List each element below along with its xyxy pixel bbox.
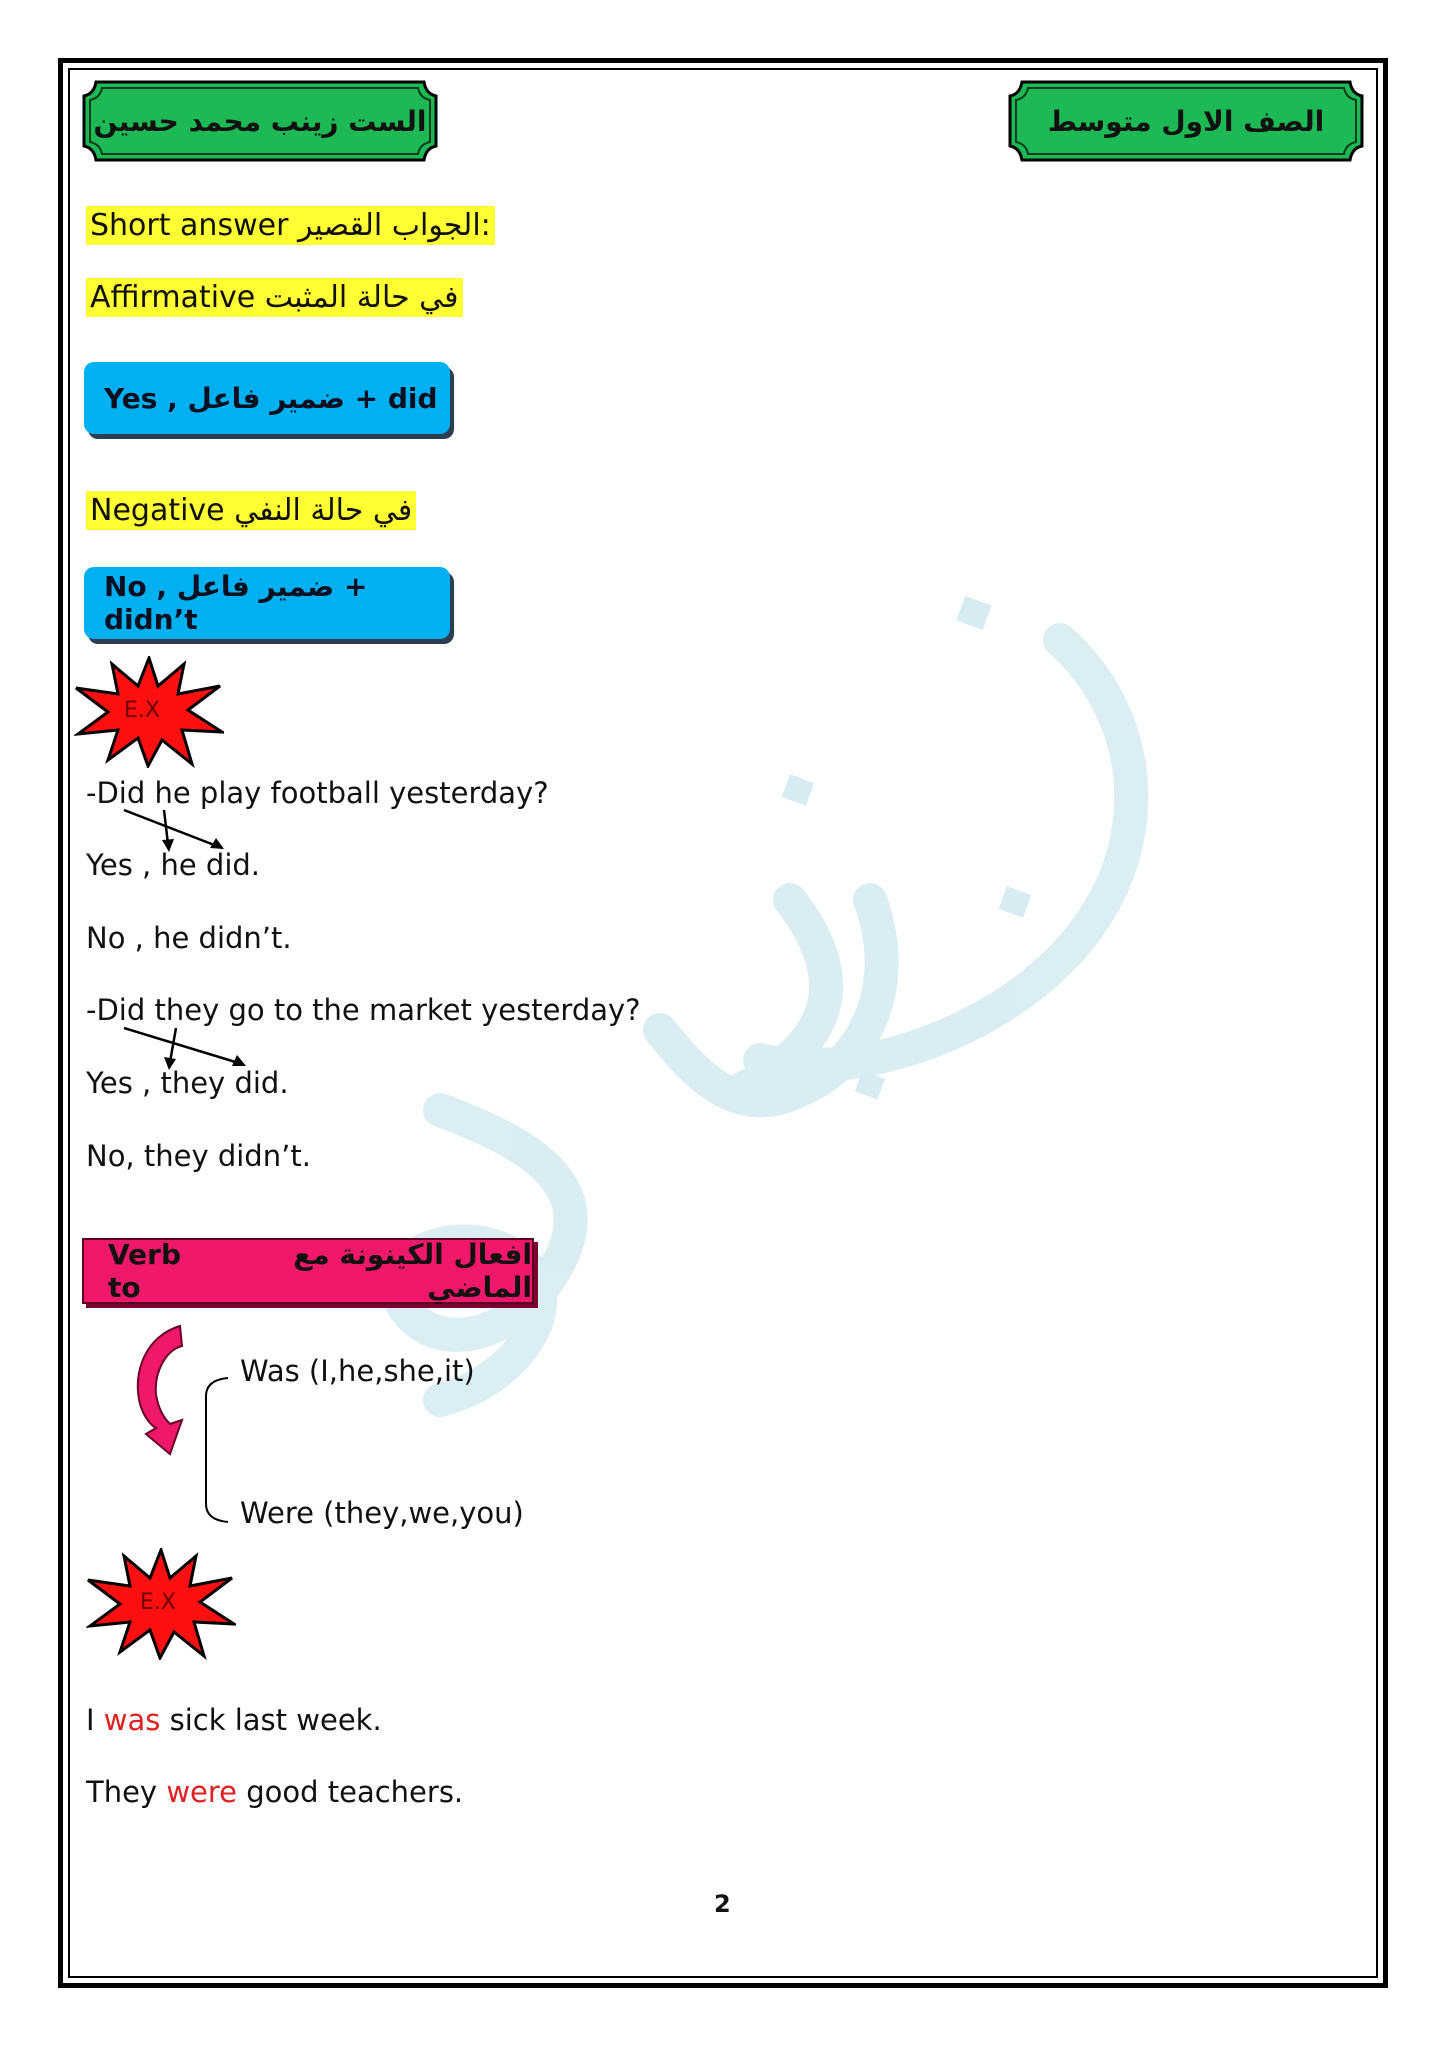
curved-arrow-icon bbox=[126, 1322, 190, 1458]
sentence-was bbox=[86, 1703, 382, 1737]
teacher-name-plaque bbox=[80, 78, 440, 164]
grade-plaque bbox=[1006, 78, 1366, 164]
short-answer-heading bbox=[86, 208, 495, 243]
sentence-were bbox=[86, 1775, 463, 1809]
affirmative-rule-box bbox=[84, 362, 450, 434]
example-1-no: No , he didn’t. bbox=[86, 921, 292, 955]
sentence-were-verb: were bbox=[166, 1775, 238, 1809]
brace-icon bbox=[198, 1376, 232, 1524]
verb-to-heading-ar: افعال الكينونة مع الماضي bbox=[293, 1238, 532, 1304]
verb-to-heading-en: Verb to bbox=[108, 1238, 181, 1304]
sentence-was-subject: I bbox=[86, 1703, 104, 1737]
were-pronouns: Were (they,we,you) bbox=[240, 1496, 524, 1530]
page-number: 2 bbox=[714, 1890, 731, 1918]
example-badge-1: E.X bbox=[124, 698, 160, 723]
negative-label-text: Negative في حالة النفي bbox=[86, 491, 416, 530]
negative-rule-box bbox=[84, 567, 450, 639]
sentence-were-subject: They bbox=[86, 1775, 167, 1809]
negative-rule: No , ضمير فاعل + didn’t bbox=[104, 570, 368, 636]
grade-title: الصف الاول متوسط bbox=[1047, 104, 1325, 138]
teacher-name: الست زينب محمد حسين bbox=[93, 104, 427, 138]
sentence-was-verb: was bbox=[103, 1703, 161, 1737]
affirmative-rule: Yes , ضمير فاعل + did bbox=[104, 381, 438, 415]
example-badge-2: E.X bbox=[140, 1590, 176, 1615]
example-2-no: No, they didn’t. bbox=[86, 1139, 311, 1173]
verb-to-be-box bbox=[82, 1238, 534, 1304]
short-answer-heading-text: Short answer الجواب القصير: bbox=[86, 206, 495, 245]
negative-label bbox=[86, 493, 416, 528]
sentence-were-rest: good teachers. bbox=[237, 1775, 464, 1809]
example-1-question: -Did he play football yesterday? bbox=[86, 776, 549, 810]
example-2-yes: Yes , they did. bbox=[86, 1066, 289, 1100]
was-pronouns: Was (I,he,she,it) bbox=[240, 1354, 475, 1388]
affirmative-label bbox=[86, 280, 463, 315]
sentence-was-rest: sick last week. bbox=[160, 1703, 382, 1737]
example-2-question: -Did they go to the market yesterday? bbox=[86, 993, 641, 1027]
affirmative-label-text: Affirmative في حالة المثبت bbox=[86, 278, 463, 317]
example-1-yes: Yes , he did. bbox=[86, 848, 260, 882]
